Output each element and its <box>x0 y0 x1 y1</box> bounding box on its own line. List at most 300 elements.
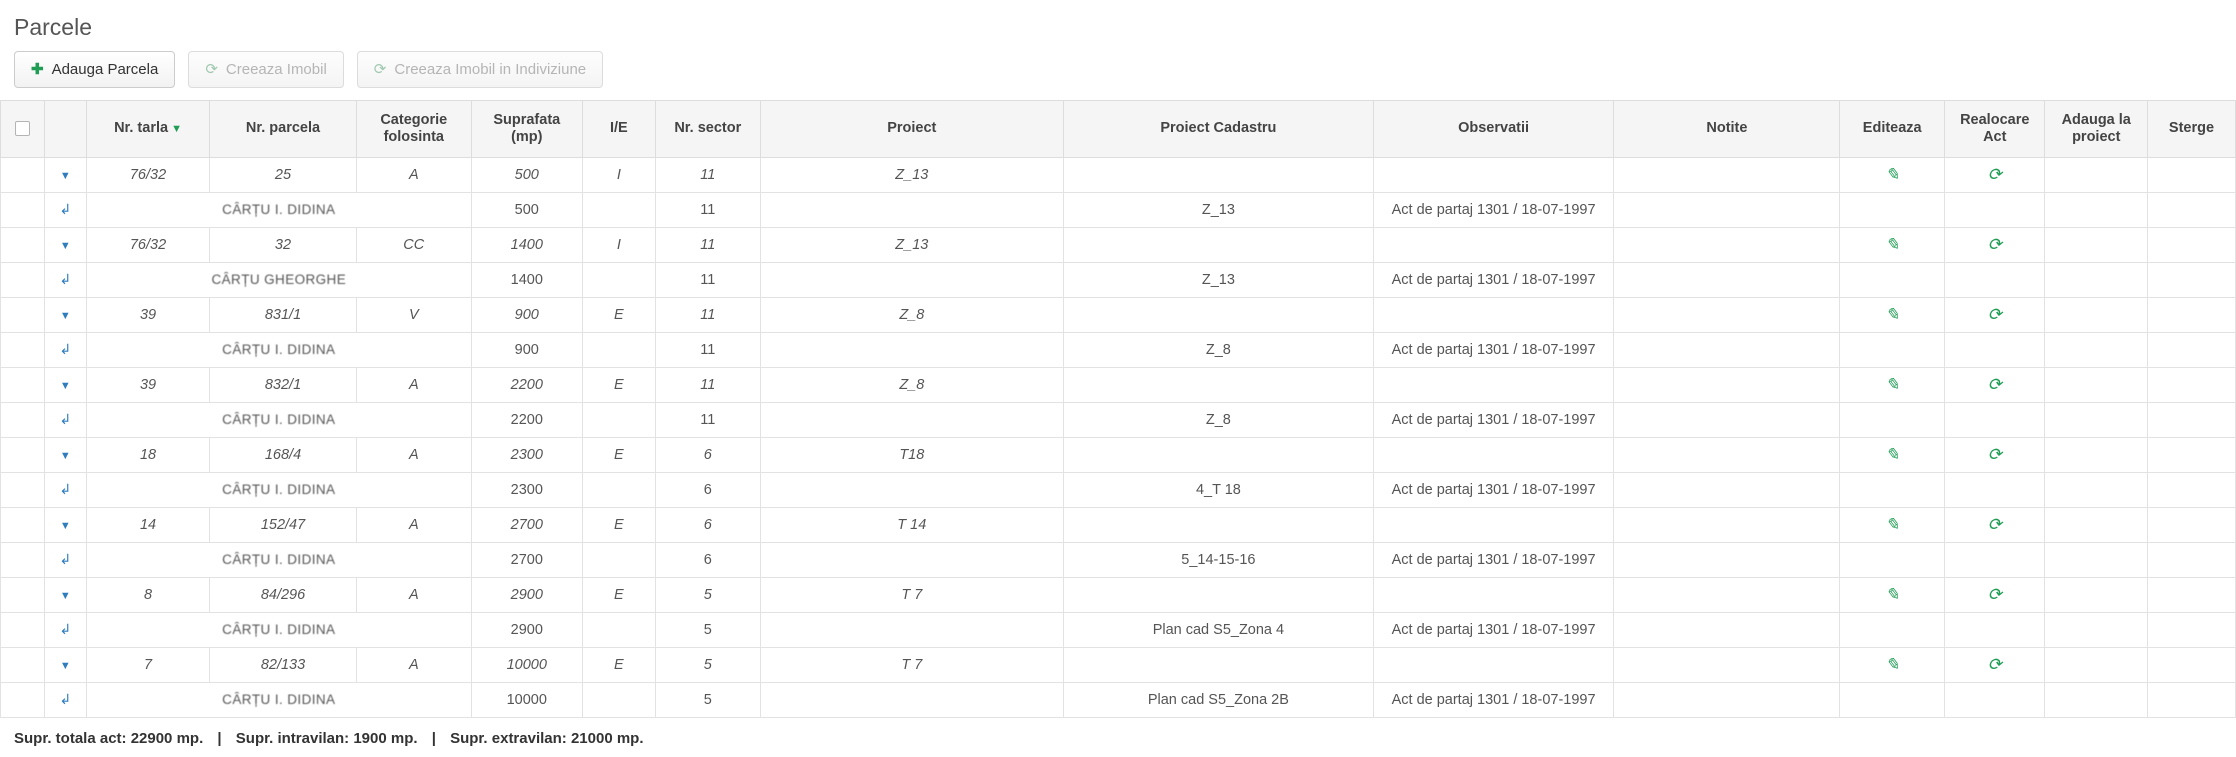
cell-nr-parcela: 832/1 <box>210 367 356 402</box>
total-surface: Supr. totala act: 22900 mp. <box>14 730 204 747</box>
adauga-parcela-label: Adauga Parcela <box>51 61 159 78</box>
table-row <box>1 297 2236 332</box>
cell-proiect: 5_14-15-16 <box>1064 542 1374 577</box>
col-nr-tarla[interactable] <box>86 101 209 157</box>
cell-proiect: Z_13 <box>760 157 1063 192</box>
cell-nr-sector: 11 <box>655 192 760 227</box>
cell-editeaza[interactable] <box>1840 157 1945 192</box>
cell-sterge[interactable] <box>2148 297 2236 332</box>
cell-editeaza[interactable] <box>1840 437 1945 472</box>
cell-suprafata: 1400 <box>471 262 582 297</box>
sub-row-marker[interactable] <box>44 262 86 297</box>
col-suprafata[interactable]: Suprafata (mp) <box>471 101 582 157</box>
row-select-cell <box>1 297 45 332</box>
table-row <box>1 577 2236 612</box>
cell-owner-name: CÂRȚU GHEORGHE <box>86 262 471 297</box>
cell-owner-name: CÂRȚU I. DIDINA <box>86 612 471 647</box>
cell-sterge[interactable] <box>2148 262 2236 297</box>
cell-adauga-la-proiect[interactable] <box>2045 402 2148 437</box>
cell-adauga-la-proiect[interactable] <box>2045 192 2148 227</box>
cell-ie: E <box>582 367 655 402</box>
expand-row-toggle[interactable] <box>44 367 86 402</box>
cell-editeaza[interactable] <box>1840 402 1945 437</box>
cell-categorie: A <box>356 367 471 402</box>
cell-ie <box>582 402 655 437</box>
cell-sterge[interactable] <box>2148 227 2236 262</box>
cell-notite <box>1614 542 1840 577</box>
cell-suprafata: 1400 <box>471 227 582 262</box>
expand-header <box>44 101 86 157</box>
edit-icon[interactable]: ✎ <box>1885 374 1900 394</box>
col-nr-sector[interactable]: Nr. sector <box>655 101 760 157</box>
cell-observatii <box>1373 437 1614 472</box>
footer-separator-1: | <box>217 730 222 747</box>
cell-owner-name: CÂRȚU I. DIDINA <box>86 332 471 367</box>
cell-adauga-la-proiect[interactable] <box>2045 297 2148 332</box>
cell-sterge[interactable] <box>2148 472 2236 507</box>
footer-separator-2: | <box>431 730 436 747</box>
cell-editeaza[interactable] <box>1840 612 1945 647</box>
cell-sterge[interactable] <box>2148 507 2236 542</box>
cell-realocare-act[interactable] <box>1945 262 2045 297</box>
cell-sterge[interactable] <box>2148 192 2236 227</box>
cell-categorie: V <box>356 297 471 332</box>
cell-ie <box>582 682 655 717</box>
cell-sterge[interactable] <box>2148 682 2236 717</box>
edit-icon[interactable]: ✎ <box>1885 234 1900 254</box>
cell-nr-tarla: 39 <box>86 297 209 332</box>
cell-editeaza[interactable] <box>1840 227 1945 262</box>
row-select-cell <box>1 472 45 507</box>
col-adauga-la-proiect: Adauga la proiect <box>2045 101 2148 157</box>
expand-row-toggle[interactable] <box>44 437 86 472</box>
cell-adauga-la-proiect[interactable] <box>2045 647 2148 682</box>
cell-nr-parcela: 168/4 <box>210 437 356 472</box>
return-arrow-icon[interactable]: ↲ <box>59 480 72 497</box>
cell-notite <box>1614 437 1840 472</box>
cell-suprafata: 2200 <box>471 367 582 402</box>
table-row <box>1 612 2236 647</box>
cell-nr-parcela: 831/1 <box>210 297 356 332</box>
page-title: Parcele <box>14 14 92 40</box>
cell-categorie: A <box>356 647 471 682</box>
cell-suprafata: 10000 <box>471 682 582 717</box>
cell-nr-tarla: 76/32 <box>86 227 209 262</box>
cell-adauga-la-proiect[interactable] <box>2045 437 2148 472</box>
row-select-cell <box>1 367 45 402</box>
cell-adauga-la-proiect[interactable] <box>2045 577 2148 612</box>
cell-adauga-la-proiect[interactable] <box>2045 367 2148 402</box>
cell-observatii <box>1373 577 1614 612</box>
table-row <box>1 262 2236 297</box>
col-ie[interactable]: I/E <box>582 101 655 157</box>
cell-sterge[interactable] <box>2148 402 2236 437</box>
sub-row-marker[interactable] <box>44 472 86 507</box>
return-arrow-icon[interactable]: ↲ <box>59 550 72 567</box>
cell-editeaza[interactable] <box>1840 682 1945 717</box>
cell-realocare-act[interactable] <box>1945 472 2045 507</box>
select-all-checkbox[interactable] <box>15 121 30 136</box>
cell-adauga-la-proiect[interactable] <box>2045 157 2148 192</box>
cell-editeaza[interactable] <box>1840 472 1945 507</box>
cell-observatii <box>1373 647 1614 682</box>
cell-nr-sector: 11 <box>655 332 760 367</box>
expand-row-toggle[interactable] <box>44 297 86 332</box>
cell-realocare-act[interactable] <box>1945 507 2045 542</box>
table-row <box>1 647 2236 682</box>
row-select-cell <box>1 227 45 262</box>
cell-notite <box>1614 332 1840 367</box>
col-observatii[interactable]: Observatii <box>1373 101 1614 157</box>
cell-proiect: T 7 <box>760 577 1063 612</box>
table-row <box>1 227 2236 262</box>
creeaza-imobil-label: Creeaza Imobil <box>225 61 327 78</box>
cell-editeaza[interactable] <box>1840 647 1945 682</box>
cell-proiect-cadastru <box>1064 577 1374 612</box>
sub-row-marker[interactable] <box>44 542 86 577</box>
cell-editeaza[interactable] <box>1840 262 1945 297</box>
reallocate-icon[interactable]: ⟳ <box>1987 444 2002 464</box>
chevron-down-icon[interactable]: ▼ <box>59 169 71 182</box>
cell-notite <box>1614 227 1840 262</box>
cell-nr-parcela: 32 <box>210 227 356 262</box>
expand-row-toggle[interactable] <box>44 507 86 542</box>
cell-realocare-act[interactable] <box>1945 402 2045 437</box>
sub-row-marker[interactable] <box>44 332 86 367</box>
cell-suprafata: 900 <box>471 297 582 332</box>
cell-nr-sector: 11 <box>655 402 760 437</box>
cell-ie: E <box>582 577 655 612</box>
expand-row-toggle[interactable] <box>44 227 86 262</box>
cell-nr-tarla: 8 <box>86 577 209 612</box>
sub-row-marker[interactable] <box>44 192 86 227</box>
parcele-table <box>0 101 2236 718</box>
cell-realocare-act[interactable] <box>1945 192 2045 227</box>
reallocate-icon[interactable]: ⟳ <box>1987 304 2002 324</box>
refresh-icon: ⟳ <box>205 61 218 78</box>
cell-nr-parcela: 152/47 <box>210 507 356 542</box>
cell-proiect: Plan cad S5_Zona 4 <box>1064 612 1374 647</box>
parcele-table-wrapper <box>0 100 2236 718</box>
cell-proiect-cadastru: Act de partaj 1301 / 18-07-1997 <box>1373 682 1614 717</box>
cell-proiect: 4_T 18 <box>1064 472 1374 507</box>
adauga-parcela-button[interactable] <box>14 51 175 88</box>
cell-realocare-act[interactable] <box>1945 612 2045 647</box>
cell-owner-name: CÂRȚU I. DIDINA <box>86 542 471 577</box>
row-select-cell <box>1 402 45 437</box>
cell-realocare-act[interactable] <box>1945 577 2045 612</box>
cell-owner-name: CÂRȚU I. DIDINA <box>86 472 471 507</box>
cell-realocare-act[interactable] <box>1945 367 2045 402</box>
col-sterge: Sterge <box>2148 101 2236 157</box>
edit-icon[interactable]: ✎ <box>1885 164 1900 184</box>
cell-proiect: Z_8 <box>1064 402 1374 437</box>
cell-proiect-cadastru <box>1064 227 1374 262</box>
chevron-down-icon[interactable]: ▼ <box>59 659 71 672</box>
cell-suprafata: 2700 <box>471 542 582 577</box>
sub-row-marker[interactable] <box>44 612 86 647</box>
cell-suprafata: 2300 <box>471 472 582 507</box>
return-arrow-icon[interactable]: ↲ <box>59 690 72 707</box>
col-categorie-folosinta[interactable]: Categorie folosinta <box>356 101 471 157</box>
cell-categorie: A <box>356 507 471 542</box>
cell-sterge[interactable] <box>2148 332 2236 367</box>
cell-suprafata: 2900 <box>471 577 582 612</box>
extravilan-surface: Supr. extravilan: 21000 mp. <box>450 730 644 747</box>
cell-notite <box>1614 682 1840 717</box>
cell-observatii <box>1373 157 1614 192</box>
reallocate-icon[interactable]: ⟳ <box>1987 654 2002 674</box>
cell-adauga-la-proiect[interactable] <box>2045 227 2148 262</box>
cell-proiect: Plan cad S5_Zona 2B <box>1064 682 1374 717</box>
cell-editeaza[interactable] <box>1840 297 1945 332</box>
chevron-down-icon[interactable]: ▼ <box>59 519 71 532</box>
cell-proiect-empty <box>760 262 1063 297</box>
sub-row-marker[interactable] <box>44 682 86 717</box>
return-arrow-icon[interactable]: ↲ <box>59 270 72 287</box>
expand-row-toggle[interactable] <box>44 577 86 612</box>
cell-proiect-empty <box>760 682 1063 717</box>
col-nr-parcela[interactable]: Nr. parcela <box>210 101 356 157</box>
cell-suprafata: 2900 <box>471 612 582 647</box>
cell-nr-sector: 11 <box>655 367 760 402</box>
col-realocare-act: Realocare Act <box>1945 101 2045 157</box>
cell-notite <box>1614 157 1840 192</box>
creeaza-imobil-indiviziune-button[interactable] <box>357 51 603 88</box>
cell-suprafata: 2200 <box>471 402 582 437</box>
cell-nr-sector: 6 <box>655 542 760 577</box>
cell-proiect-empty <box>760 542 1063 577</box>
cell-proiect-cadastru: Act de partaj 1301 / 18-07-1997 <box>1373 262 1614 297</box>
cell-nr-sector: 5 <box>655 647 760 682</box>
expand-row-toggle[interactable] <box>44 647 86 682</box>
chevron-down-icon[interactable]: ▼ <box>59 589 71 602</box>
cell-proiect-empty <box>760 192 1063 227</box>
table-row <box>1 507 2236 542</box>
cell-sterge[interactable] <box>2148 647 2236 682</box>
cell-editeaza[interactable] <box>1840 542 1945 577</box>
table-row <box>1 472 2236 507</box>
cell-ie: E <box>582 437 655 472</box>
table-row <box>1 437 2236 472</box>
cell-nr-sector: 6 <box>655 472 760 507</box>
cell-suprafata: 10000 <box>471 647 582 682</box>
reallocate-icon[interactable]: ⟳ <box>1987 514 2002 534</box>
cell-notite <box>1614 507 1840 542</box>
cell-ie: I <box>582 227 655 262</box>
cell-proiect-empty <box>760 472 1063 507</box>
cell-notite <box>1614 367 1840 402</box>
cell-proiect: Z_13 <box>1064 192 1374 227</box>
cell-realocare-act[interactable] <box>1945 647 2045 682</box>
creeaza-imobil-button[interactable] <box>188 51 343 88</box>
cell-adauga-la-proiect[interactable] <box>2045 612 2148 647</box>
cell-sterge[interactable] <box>2148 437 2236 472</box>
edit-icon[interactable]: ✎ <box>1885 654 1900 674</box>
cell-adauga-la-proiect[interactable] <box>2045 472 2148 507</box>
edit-icon[interactable]: ✎ <box>1885 584 1900 604</box>
cell-adauga-la-proiect[interactable] <box>2045 542 2148 577</box>
select-all-header[interactable] <box>1 101 45 157</box>
sub-row-marker[interactable] <box>44 402 86 437</box>
cell-editeaza[interactable] <box>1840 577 1945 612</box>
edit-icon[interactable]: ✎ <box>1885 444 1900 464</box>
cell-realocare-act[interactable] <box>1945 542 2045 577</box>
cell-sterge[interactable] <box>2148 367 2236 402</box>
summary-footer <box>0 718 2236 757</box>
cell-notite <box>1614 192 1840 227</box>
table-row <box>1 192 2236 227</box>
return-arrow-icon[interactable]: ↲ <box>59 340 72 357</box>
table-row <box>1 402 2236 437</box>
cell-ie: I <box>582 157 655 192</box>
col-proiect-cadastru[interactable]: Proiect Cadastru <box>1064 101 1374 157</box>
cell-proiect-cadastru <box>1064 157 1374 192</box>
cell-notite <box>1614 577 1840 612</box>
cell-realocare-act[interactable] <box>1945 227 2045 262</box>
cell-categorie: A <box>356 437 471 472</box>
return-arrow-icon[interactable]: ↲ <box>59 410 72 427</box>
cell-notite <box>1614 472 1840 507</box>
cell-suprafata: 500 <box>471 157 582 192</box>
cell-nr-tarla: 18 <box>86 437 209 472</box>
edit-icon[interactable]: ✎ <box>1885 514 1900 534</box>
row-select-cell <box>1 332 45 367</box>
cell-proiect: Z_8 <box>760 367 1063 402</box>
cell-realocare-act[interactable] <box>1945 682 2045 717</box>
cell-categorie: A <box>356 577 471 612</box>
sort-icon[interactable]: ▼ <box>171 123 182 136</box>
cell-suprafata: 2700 <box>471 507 582 542</box>
cell-sterge[interactable] <box>2148 157 2236 192</box>
row-select-cell <box>1 437 45 472</box>
table-row <box>1 332 2236 367</box>
creeaza-imobil-indiviziune-label: Creeaza Imobil in Indiviziune <box>394 61 587 78</box>
table-body <box>1 157 2236 717</box>
col-nr-tarla-label: Nr. tarla <box>114 120 169 137</box>
cell-proiect-cadastru: Act de partaj 1301 / 18-07-1997 <box>1373 472 1614 507</box>
cell-proiect-cadastru: Act de partaj 1301 / 18-07-1997 <box>1373 192 1614 227</box>
reallocate-icon[interactable]: ⟳ <box>1987 164 2002 184</box>
row-select-cell <box>1 157 45 192</box>
chevron-down-icon[interactable]: ▼ <box>59 239 71 252</box>
cell-ie <box>582 332 655 367</box>
cell-ie <box>582 472 655 507</box>
toolbar <box>0 51 2236 100</box>
cell-adauga-la-proiect[interactable] <box>2045 332 2148 367</box>
cell-editeaza[interactable] <box>1840 192 1945 227</box>
row-select-cell <box>1 262 45 297</box>
row-select-cell <box>1 682 45 717</box>
cell-nr-sector: 6 <box>655 437 760 472</box>
cell-nr-sector: 5 <box>655 577 760 612</box>
reallocate-icon[interactable]: ⟳ <box>1987 374 2002 394</box>
cell-editeaza[interactable] <box>1840 507 1945 542</box>
cell-nr-parcela: 25 <box>210 157 356 192</box>
row-select-cell <box>1 577 45 612</box>
chevron-down-icon[interactable]: ▼ <box>59 309 71 322</box>
cell-suprafata: 2300 <box>471 437 582 472</box>
return-arrow-icon[interactable]: ↲ <box>59 200 72 217</box>
cell-adauga-la-proiect[interactable] <box>2045 262 2148 297</box>
cell-observatii <box>1373 227 1614 262</box>
cell-sterge[interactable] <box>2148 542 2236 577</box>
cell-notite <box>1614 612 1840 647</box>
cell-observatii <box>1373 297 1614 332</box>
reallocate-icon[interactable]: ⟳ <box>1987 234 2002 254</box>
cell-nr-sector: 11 <box>655 262 760 297</box>
table-row <box>1 542 2236 577</box>
cell-editeaza[interactable] <box>1840 332 1945 367</box>
cell-owner-name: CÂRȚU I. DIDINA <box>86 402 471 437</box>
row-select-cell <box>1 612 45 647</box>
cell-proiect-empty <box>760 402 1063 437</box>
plus-icon: ✚ <box>31 61 44 78</box>
cell-ie <box>582 262 655 297</box>
expand-row-toggle[interactable] <box>44 157 86 192</box>
cell-editeaza[interactable] <box>1840 367 1945 402</box>
cell-proiect: T18 <box>760 437 1063 472</box>
cell-adauga-la-proiect[interactable] <box>2045 507 2148 542</box>
cell-nr-sector: 6 <box>655 507 760 542</box>
row-select-cell <box>1 192 45 227</box>
chevron-down-icon[interactable]: ▼ <box>59 449 71 462</box>
cell-realocare-act[interactable] <box>1945 437 2045 472</box>
cell-proiect: T 14 <box>760 507 1063 542</box>
cell-nr-tarla: 39 <box>86 367 209 402</box>
row-select-cell <box>1 507 45 542</box>
cell-proiect-cadastru: Act de partaj 1301 / 18-07-1997 <box>1373 402 1614 437</box>
col-proiect[interactable]: Proiect <box>760 101 1063 157</box>
cell-observatii <box>1373 367 1614 402</box>
cell-nr-tarla: 14 <box>86 507 209 542</box>
cell-proiect-cadastru <box>1064 367 1374 402</box>
cell-realocare-act[interactable] <box>1945 297 2045 332</box>
cell-ie <box>582 612 655 647</box>
cell-realocare-act[interactable] <box>1945 157 2045 192</box>
row-select-cell <box>1 542 45 577</box>
cell-notite <box>1614 262 1840 297</box>
table-header-row <box>1 101 2236 157</box>
cell-adauga-la-proiect[interactable] <box>2045 682 2148 717</box>
cell-sterge[interactable] <box>2148 577 2236 612</box>
edit-icon[interactable]: ✎ <box>1885 304 1900 324</box>
cell-nr-parcela: 84/296 <box>210 577 356 612</box>
col-notite[interactable]: Notite <box>1614 101 1840 157</box>
cell-nr-tarla: 76/32 <box>86 157 209 192</box>
cell-suprafata: 900 <box>471 332 582 367</box>
chevron-down-icon[interactable]: ▼ <box>59 379 71 392</box>
cell-ie: E <box>582 647 655 682</box>
cell-suprafata: 500 <box>471 192 582 227</box>
cell-proiect: Z_8 <box>760 297 1063 332</box>
cell-proiect-cadastru: Act de partaj 1301 / 18-07-1997 <box>1373 542 1614 577</box>
table-row <box>1 367 2236 402</box>
cell-proiect-empty <box>760 332 1063 367</box>
cell-nr-sector: 5 <box>655 682 760 717</box>
cell-owner-name: CÂRȚU I. DIDINA <box>86 682 471 717</box>
cell-proiect: T 7 <box>760 647 1063 682</box>
cell-ie <box>582 192 655 227</box>
col-editeaza: Editeaza <box>1840 101 1945 157</box>
cell-realocare-act[interactable] <box>1945 332 2045 367</box>
cell-nr-sector: 11 <box>655 297 760 332</box>
cell-categorie: A <box>356 157 471 192</box>
cell-sterge[interactable] <box>2148 612 2236 647</box>
return-arrow-icon[interactable]: ↲ <box>59 620 72 637</box>
reallocate-icon[interactable]: ⟳ <box>1987 584 2002 604</box>
table-row <box>1 157 2236 192</box>
